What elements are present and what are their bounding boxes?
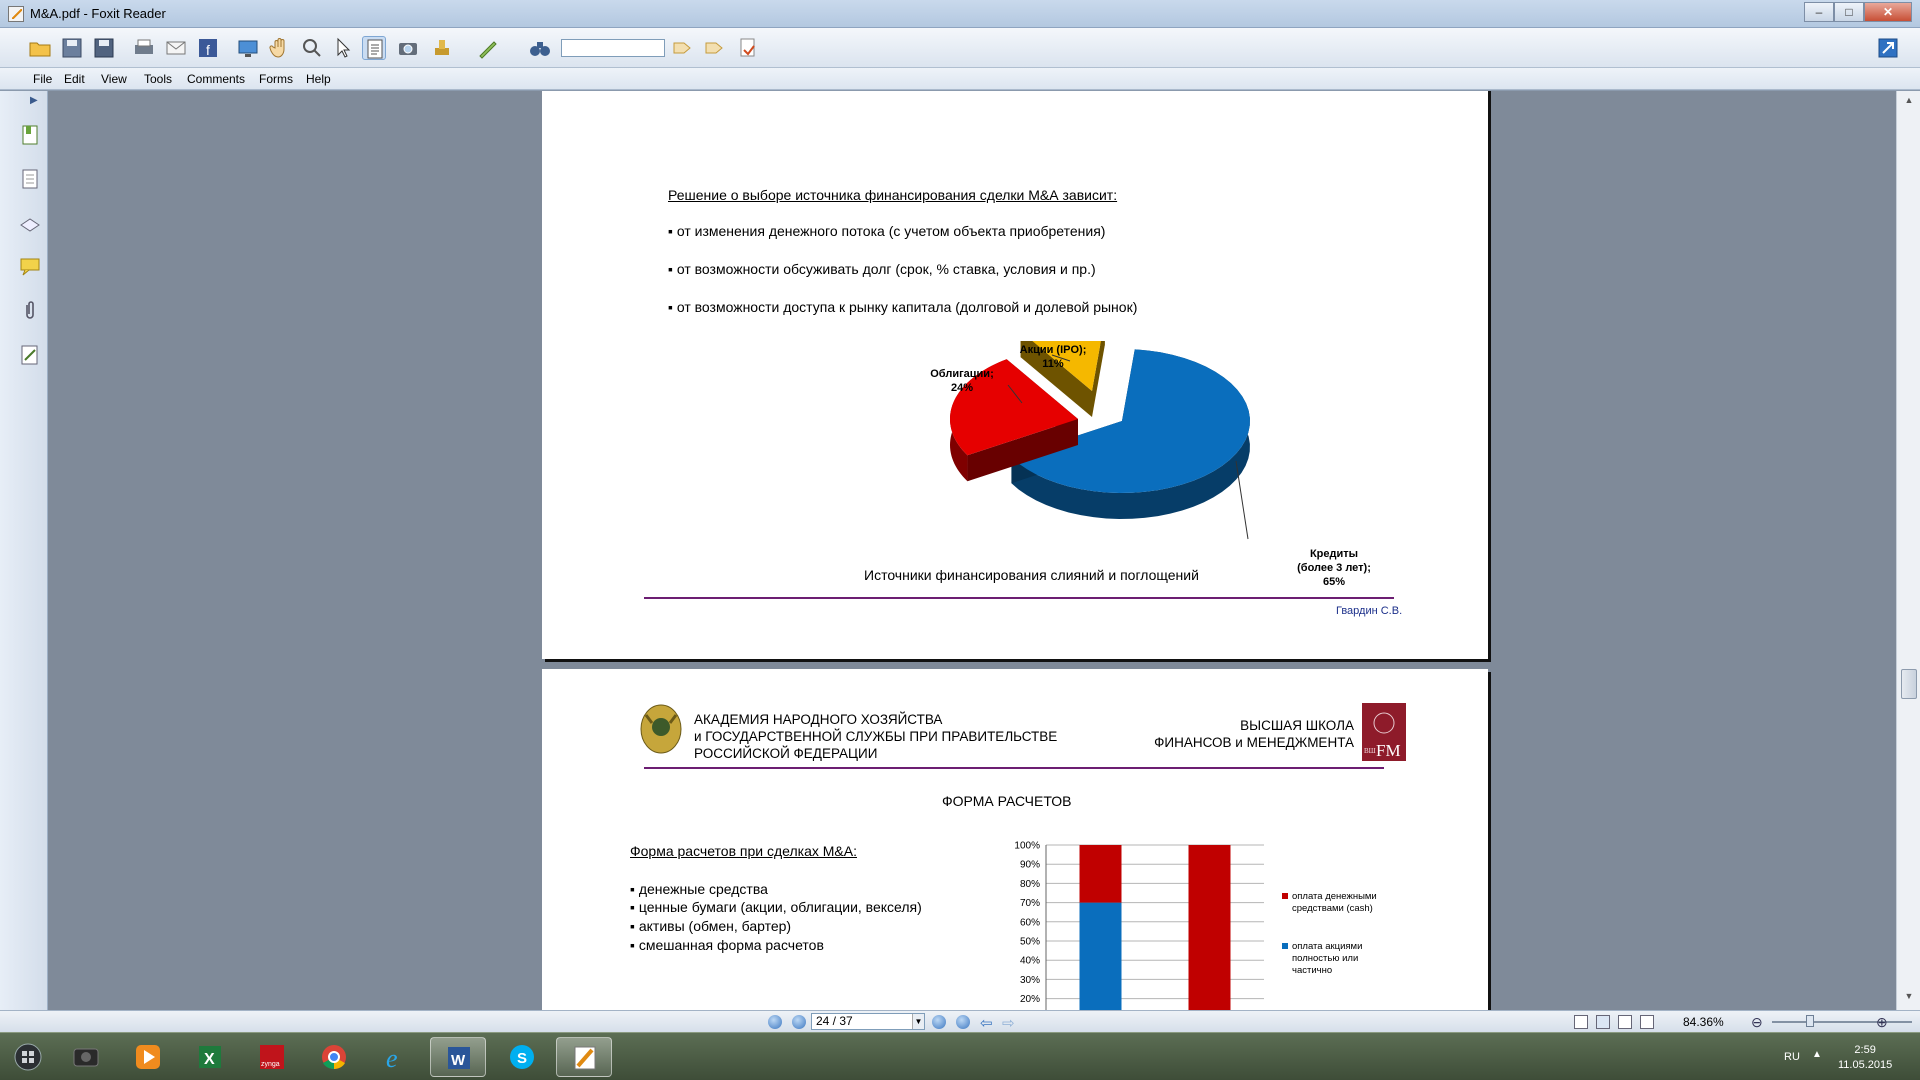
menu-view[interactable]: View [101, 72, 127, 86]
settlement-item-cash: ▪ денежные средства [630, 881, 768, 897]
page-dropdown-arrow[interactable]: ▼ [912, 1014, 924, 1029]
close-button[interactable]: ✕ [1864, 2, 1912, 22]
full-screen-icon[interactable] [236, 36, 260, 60]
slide-title: ФОРМА РАСЧЕТОВ [942, 793, 1072, 809]
taskbar-skype[interactable] [494, 1037, 550, 1077]
window-title: M&A.pdf - Foxit Reader [30, 6, 166, 21]
zoom-slider-thumb[interactable] [1806, 1015, 1814, 1027]
y-tick-label: 100% [1014, 840, 1040, 852]
zoom-out-icon[interactable]: ⊖ [1751, 1014, 1763, 1030]
facebook-icon[interactable] [196, 36, 220, 60]
ranepa-emblem-icon [638, 701, 684, 755]
maximize-button[interactable]: □ [1834, 2, 1864, 22]
zoom-level: 84.36% [1683, 1015, 1724, 1029]
legend-label-shares: частично [1292, 965, 1333, 976]
bookmarks-icon[interactable] [18, 123, 42, 147]
typewriter-icon[interactable] [476, 36, 500, 60]
text-viewer-icon[interactable] [362, 36, 386, 60]
pie-label-credits-value: 65% [1322, 576, 1346, 588]
bar-abroad-cash [1080, 845, 1122, 903]
pie-label-credits-name: Кредиты [1309, 548, 1359, 560]
legend-label-cash: средствами (cash) [1292, 903, 1373, 914]
document-viewer[interactable] [48, 91, 1896, 1010]
menu-tools[interactable]: Tools [144, 72, 173, 86]
author-name: Гвардин С.В. [1336, 605, 1403, 617]
previous-page-icon[interactable] [792, 1015, 806, 1029]
svg-text:W: W [451, 1052, 466, 1069]
hsfm-name-line-2: ФИНАНСОВ и МЕНЕДЖМЕНТА [1154, 735, 1354, 750]
single-page-layout-icon[interactable] [1574, 1015, 1588, 1029]
scroll-up-arrow[interactable]: ▲ [1904, 95, 1914, 105]
navigation-panel [0, 91, 48, 1010]
bar-chart-grid [1046, 845, 1264, 1010]
snapshot-icon[interactable] [396, 36, 420, 60]
find-input[interactable] [561, 39, 665, 57]
hand-tool-icon[interactable] [268, 36, 292, 60]
zoom-slider-track[interactable] [1772, 1021, 1912, 1023]
y-tick-label: 20% [1019, 994, 1040, 1006]
y-tick-label: 70% [1019, 898, 1040, 910]
financing-heading: Решение о выборе источника финансирования сделки М&А зависит: [668, 187, 1118, 203]
ranepa-name-line-1: АКАДЕМИЯ НАРОДНОГО ХОЗЯЙСТВА [694, 712, 943, 727]
bar-russia-cash [1189, 845, 1231, 1010]
cursor-icon[interactable] [332, 36, 356, 60]
pie-chart-caption: Источники финансирования слияний и поглощений [864, 567, 1199, 583]
title-bar [0, 0, 1920, 28]
continuous-layout-icon[interactable] [1596, 1015, 1610, 1029]
open-folder-icon[interactable] [28, 36, 52, 60]
save-icon[interactable] [60, 36, 84, 60]
menu-edit[interactable]: Edit [64, 72, 85, 86]
status-bar [0, 1010, 1920, 1032]
hsfm-logo-text: FM [1376, 741, 1401, 760]
facing-layout-icon[interactable] [1618, 1015, 1632, 1029]
legend-label-shares: полностью или [1292, 953, 1359, 964]
menu-forms[interactable]: Forms [259, 72, 293, 86]
y-tick-label: 50% [1019, 936, 1040, 948]
legend-swatch-shares [1282, 943, 1288, 949]
pdf-creator-icon[interactable] [736, 36, 760, 60]
pie-label-bonds-name: Облигации; [930, 368, 994, 380]
taskbar-internet-explorer[interactable] [368, 1037, 424, 1077]
menu-comments[interactable]: Comments [187, 72, 246, 86]
page-number-input[interactable] [811, 1013, 925, 1030]
pie-label-ipo [1010, 343, 1096, 371]
window-controls [1804, 2, 1912, 22]
find-next-icon[interactable] [702, 36, 726, 60]
pages-icon[interactable] [18, 167, 42, 191]
hsfm-name-line-1: ВЫСШАЯ ШКОЛА [1240, 718, 1354, 733]
menu-help[interactable]: Help [306, 72, 331, 86]
next-page-icon[interactable] [932, 1015, 946, 1029]
taskbar-media-player[interactable] [120, 1037, 176, 1077]
panel-toggle-icon[interactable] [1876, 36, 1900, 60]
first-page-icon[interactable] [768, 1015, 782, 1029]
y-tick-label: 80% [1019, 878, 1040, 890]
settlement-item-securities: ▪ ценные бумаги (акции, облигации, векселя) [630, 899, 922, 915]
keyboard-language[interactable]: RU [1784, 1051, 1800, 1063]
ranepa-org-name [694, 711, 1057, 762]
bullet-cash-flow: ▪ от изменения денежного потока (с учетом объекта приобретения) [668, 223, 1106, 239]
hsfm-logo-small-text: ВШ [1364, 747, 1376, 755]
bullet-capital-access: ▪ от возможности доступа к рынку капитала (долговой и долевой рынок) [668, 299, 1138, 315]
settlement-item-assets: ▪ активы (обмен, бартер) [630, 918, 792, 934]
page-footer-rule [644, 597, 1394, 599]
pie-label-ipo-name: Акции (IPO); [1019, 344, 1087, 356]
legend-label-shares: оплата акциями [1292, 941, 1363, 952]
vertical-scrollbar[interactable] [1896, 91, 1920, 1010]
windows-taskbar [0, 1032, 1920, 1080]
select-text-icon[interactable] [300, 36, 324, 60]
menu-file[interactable]: File [33, 72, 53, 86]
show-hidden-icons-icon[interactable]: ▲ [1812, 1049, 1822, 1060]
taskbar-zynga[interactable] [244, 1037, 300, 1077]
header-rule [644, 767, 1384, 769]
continuous-facing-layout-icon[interactable] [1640, 1015, 1654, 1029]
bullet-debt-service: ▪ от возможности обсуживать долг (срок, % ставка, условия и пр.) [668, 261, 1096, 277]
hsfm-logo [1362, 703, 1406, 761]
layers-icon[interactable] [18, 211, 42, 235]
svg-text:X: X [204, 1051, 215, 1068]
last-page-icon[interactable] [956, 1015, 970, 1029]
hsfm-org-name [1132, 717, 1354, 751]
attachments-icon[interactable] [18, 299, 42, 323]
scroll-down-arrow[interactable]: ▼ [1904, 991, 1914, 1001]
taskbar-camera-app[interactable] [58, 1037, 114, 1077]
go-back-icon[interactable]: ⇦ [980, 1015, 993, 1032]
settlement-bar-chart [994, 833, 1414, 1010]
svg-text:e: e [386, 1044, 398, 1071]
pie-label-credits [1282, 547, 1386, 589]
go-forward-icon[interactable]: ⇨ [1002, 1015, 1015, 1032]
clock-time: 2:59 [1854, 1044, 1876, 1056]
system-clock[interactable] [1838, 1043, 1892, 1073]
ranepa-name-line-3: РОССИЙСКОЙ ФЕДЕРАЦИИ [694, 746, 878, 761]
pie-label-bonds-value: 24% [950, 382, 974, 394]
sign-stamp-icon[interactable] [430, 36, 454, 60]
y-tick-label: 30% [1019, 974, 1040, 986]
svg-text:S: S [517, 1050, 528, 1067]
scroll-thumb[interactable] [1901, 669, 1917, 699]
taskbar-chrome[interactable] [306, 1037, 362, 1077]
taskbar-foxit-reader[interactable] [556, 1037, 612, 1077]
pie-label-bonds [922, 367, 1002, 395]
expand-panel-icon[interactable]: ▶ [30, 95, 38, 106]
menu-bar [0, 68, 1920, 90]
foxit-app-icon [8, 6, 24, 22]
ranepa-name-line-2: и ГОСУДАРСТВЕННОЙ СЛУЖБЫ ПРИ ПРАВИТЕЛЬСТВЕ [694, 729, 1058, 744]
settlement-item-mixed: ▪ смешанная форма расчетов [630, 937, 824, 953]
pie-label-credits-term: (более 3 лет); [1297, 562, 1371, 574]
signatures-icon[interactable] [18, 343, 42, 367]
start-button[interactable] [0, 1037, 54, 1077]
taskbar-word[interactable] [430, 1037, 486, 1077]
y-tick-label: 90% [1019, 859, 1040, 871]
legend-label-cash: оплата денежными [1292, 891, 1377, 902]
legend-swatch-cash [1282, 893, 1288, 899]
zoom-in-icon[interactable]: ⊕ [1876, 1014, 1888, 1030]
y-tick-label: 40% [1019, 955, 1040, 967]
clock-date: 11.05.2015 [1838, 1059, 1893, 1071]
save-as-icon[interactable] [92, 36, 116, 60]
print-icon[interactable] [132, 36, 156, 60]
svg-text:f: f [206, 42, 210, 58]
pdf-page-23 [542, 91, 1488, 659]
taskbar-excel[interactable] [182, 1037, 238, 1077]
minimize-button[interactable]: – [1804, 2, 1834, 22]
find-binoculars-icon[interactable] [528, 36, 552, 60]
page-number-value: 24 / 37 [816, 1014, 853, 1028]
find-previous-icon[interactable] [670, 36, 694, 60]
pdf-page-24 [542, 669, 1488, 1010]
email-icon[interactable] [164, 36, 188, 60]
settlement-subheading: Форма расчетов при сделках М&А: [630, 843, 857, 859]
main-toolbar [0, 28, 1920, 68]
y-tick-label: 60% [1019, 917, 1040, 929]
bar-abroad-shares [1080, 903, 1122, 1010]
svg-text:zynga: zynga [261, 1061, 280, 1068]
pie-label-ipo-value: 11% [1042, 358, 1064, 370]
comments-icon[interactable] [18, 255, 42, 279]
